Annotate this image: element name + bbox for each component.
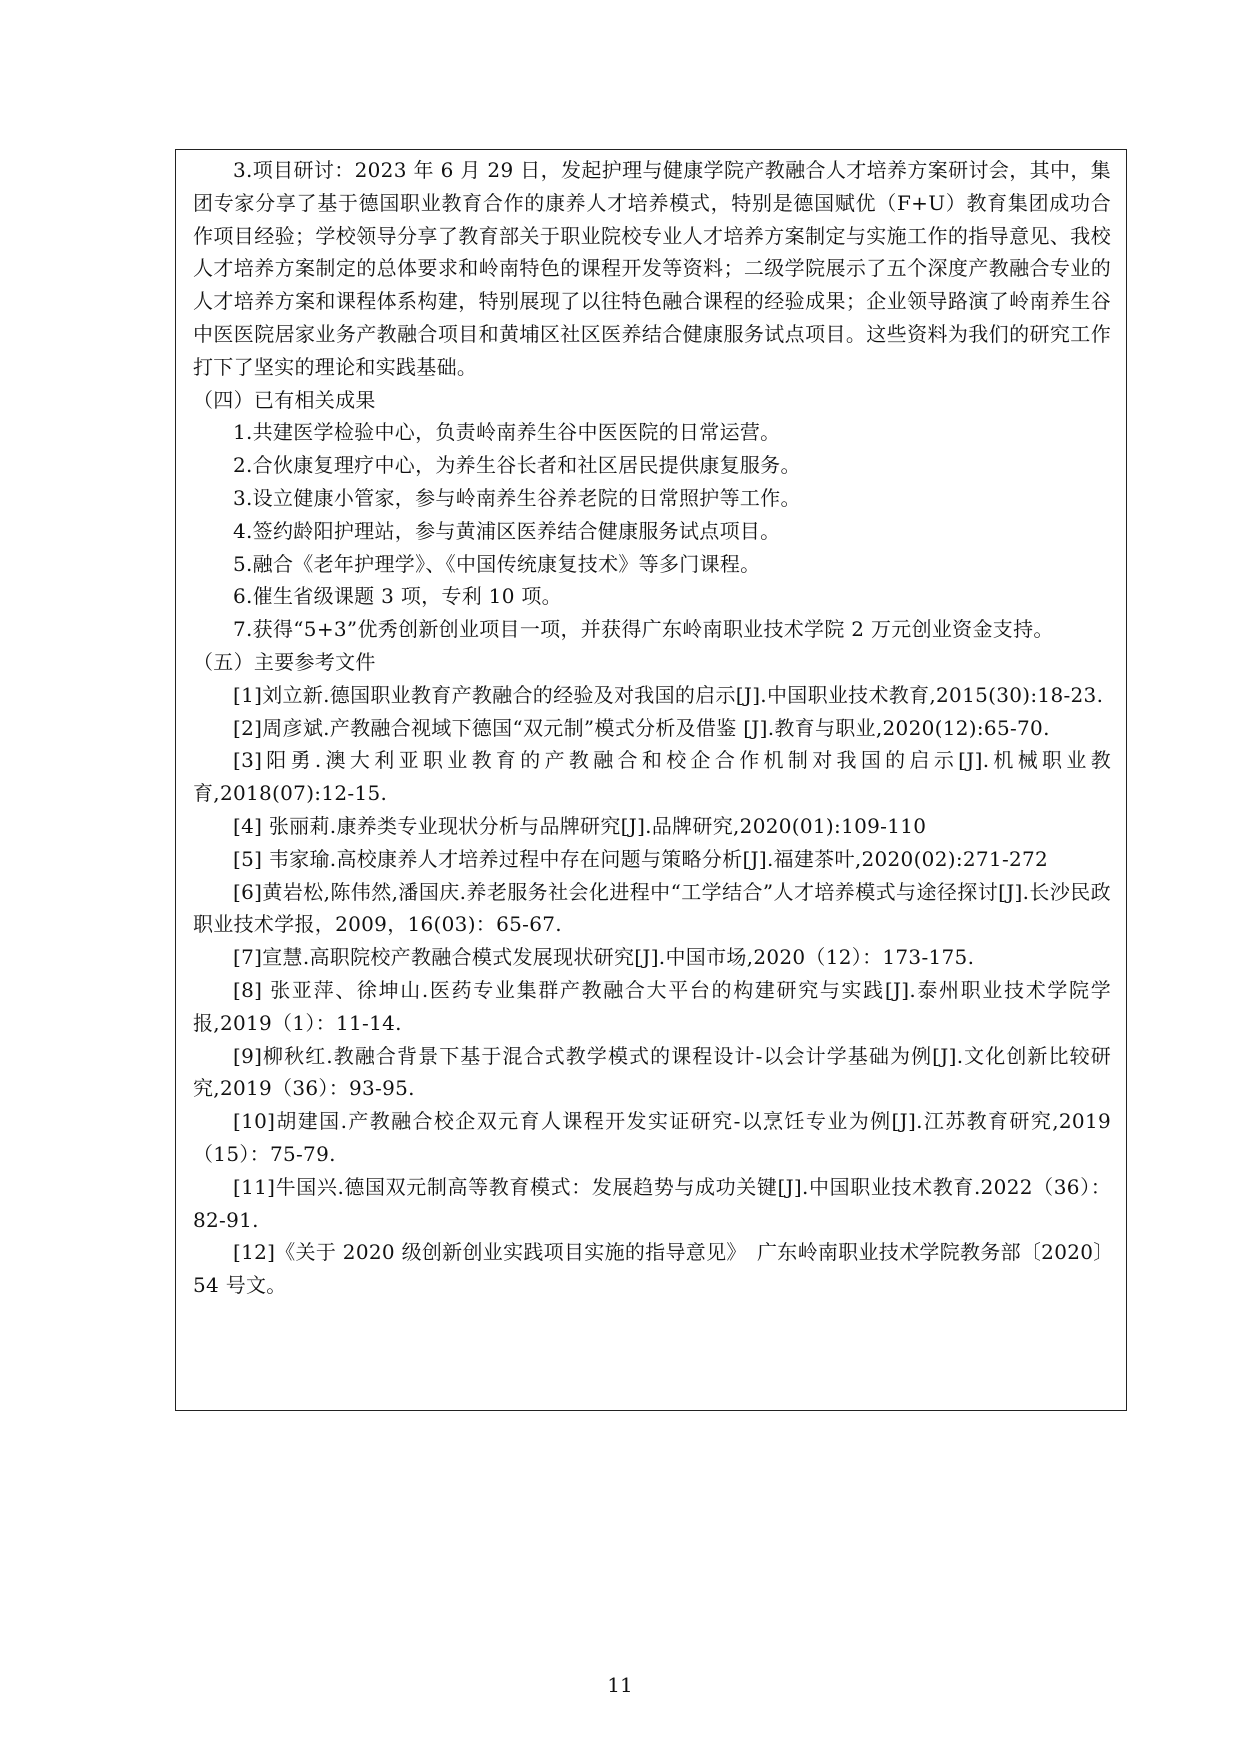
- reference-item: [12]《关于 2020 级创新创业实践项目实施的指导意见》 广东岭南职业技术学院教务部〔2020〕54 号文。: [193, 1240, 1104, 1298]
- reference-item: [10]胡建国.产教融合校企双元育人课程开发实证研究-以烹饪专业为例[J].江苏教育研究,2019（15）：75-79.: [193, 1109, 1111, 1166]
- reference-item: [4] 张丽莉.康养类专业现状分析与品牌研究[J].品牌研究,2020(01):109-110: [233, 813, 927, 838]
- reference-item: [3]阳勇.澳大利亚职业教育的产教融合和校企合作机制对我国的启示[J].机械职业教育,2018(07):12-15.: [193, 748, 1111, 806]
- document-body: [193, 154, 1111, 1302]
- section-heading-references: （五）主要参考文件: [193, 649, 376, 674]
- reference-item: [9]柳秋红.教融合背景下基于混合式教学模式的课程设计-以会计学基础为例[J].文化创新比较研究,2019（36）：93-95.: [193, 1043, 1111, 1101]
- reference-item: [5] 韦家瑜.高校康养人才培养过程中存在问题与策略分析[J].福建茶叶,2020(02):271-272: [233, 846, 1049, 871]
- achievement-item: 2.合伙康复理疗中心，为养生谷长者和社区居民提供康复服务。: [233, 453, 801, 478]
- page-number: 11: [607, 1673, 633, 1697]
- achievement-item: 5.融合《老年护理学》、《中国传统康复技术》等多门课程。: [233, 551, 761, 576]
- reference-item: [8] 张亚萍、徐坤山.医药专业集群产教融合大平台的构建研究与实践[J].泰州职业技术学院学报,2019（1）：11-14.: [193, 977, 1111, 1035]
- achievement-item: 6.催生省级课题 3 项，专利 10 项。: [233, 584, 562, 609]
- achievement-item: 7.获得“5+3”优秀创新创业项目一项，并获得广东岭南职业技术学院 2 万元创业资金支持。: [233, 617, 1054, 642]
- reference-item: [2]周彦斌.产教融合视域下德国“双元制”模式分析及借鉴 [J].教育与职业,2020(12):65-70.: [233, 715, 1050, 740]
- achievement-item: 3.设立健康小管家，参与岭南养生谷养老院的日常照护等工作。: [233, 485, 801, 510]
- reference-item: [11]牛国兴.德国双元制高等教育模式：发展趋势与成功关键[J].中国职业技术教育.2022（36）：82-91.: [193, 1174, 1111, 1232]
- reference-item: [7]宣慧.高职院校产教融合模式发展现状研究[J].中国市场,2020（12）：173-175.: [233, 945, 975, 970]
- section-heading-achievements: （四）已有相关成果: [193, 387, 376, 412]
- achievement-item: 4.签约龄阳护理站，参与黄浦区医养结合健康服务试点项目。: [233, 518, 781, 543]
- reference-item: [1]刘立新.德国职业教育产教融合的经验及对我国的启示[J].中国职业技术教育,2015(30):18-23.: [233, 682, 1104, 707]
- project-discussion-paragraph: 3.项目研讨：2023 年 6 月 29 日，发起护理与健康学院产教融合人才培养方案研讨会，其中，集团专家分享了基于德国职业教育合作的康养人才培养模式，特别是德国赋优（F+U）教育集团成功合作项目经验；学校领导分享了教育部关于职业院校专业人才培养方案制定与实施工作的指导意见、我校人才培养方案制定的总体要求和岭南特色的课程开发等资料；二级学院展示了五个深度产教融合专业的人才培养方案和课程体系构建，特别展现了以往特色融合课程的经验成果；企业领导路演了岭南养生谷中医医院居家业务产教融合项目和黄埔区社区医养结合健康服务试点项目。这些资料为我们的研究工作打下了坚实的理论和实践基础。: [193, 158, 1111, 379]
- reference-item: [6]黄岩松,陈伟然,潘国庆.养老服务社会化进程中“工学结合”人才培养模式与途径探讨[J].长沙民政职业技术学报，2009，16(03)：65-67.: [193, 879, 1111, 937]
- content-frame: [175, 149, 1127, 1411]
- achievement-item: 1.共建医学检验中心，负责岭南养生谷中医医院的日常运营。: [233, 420, 781, 445]
